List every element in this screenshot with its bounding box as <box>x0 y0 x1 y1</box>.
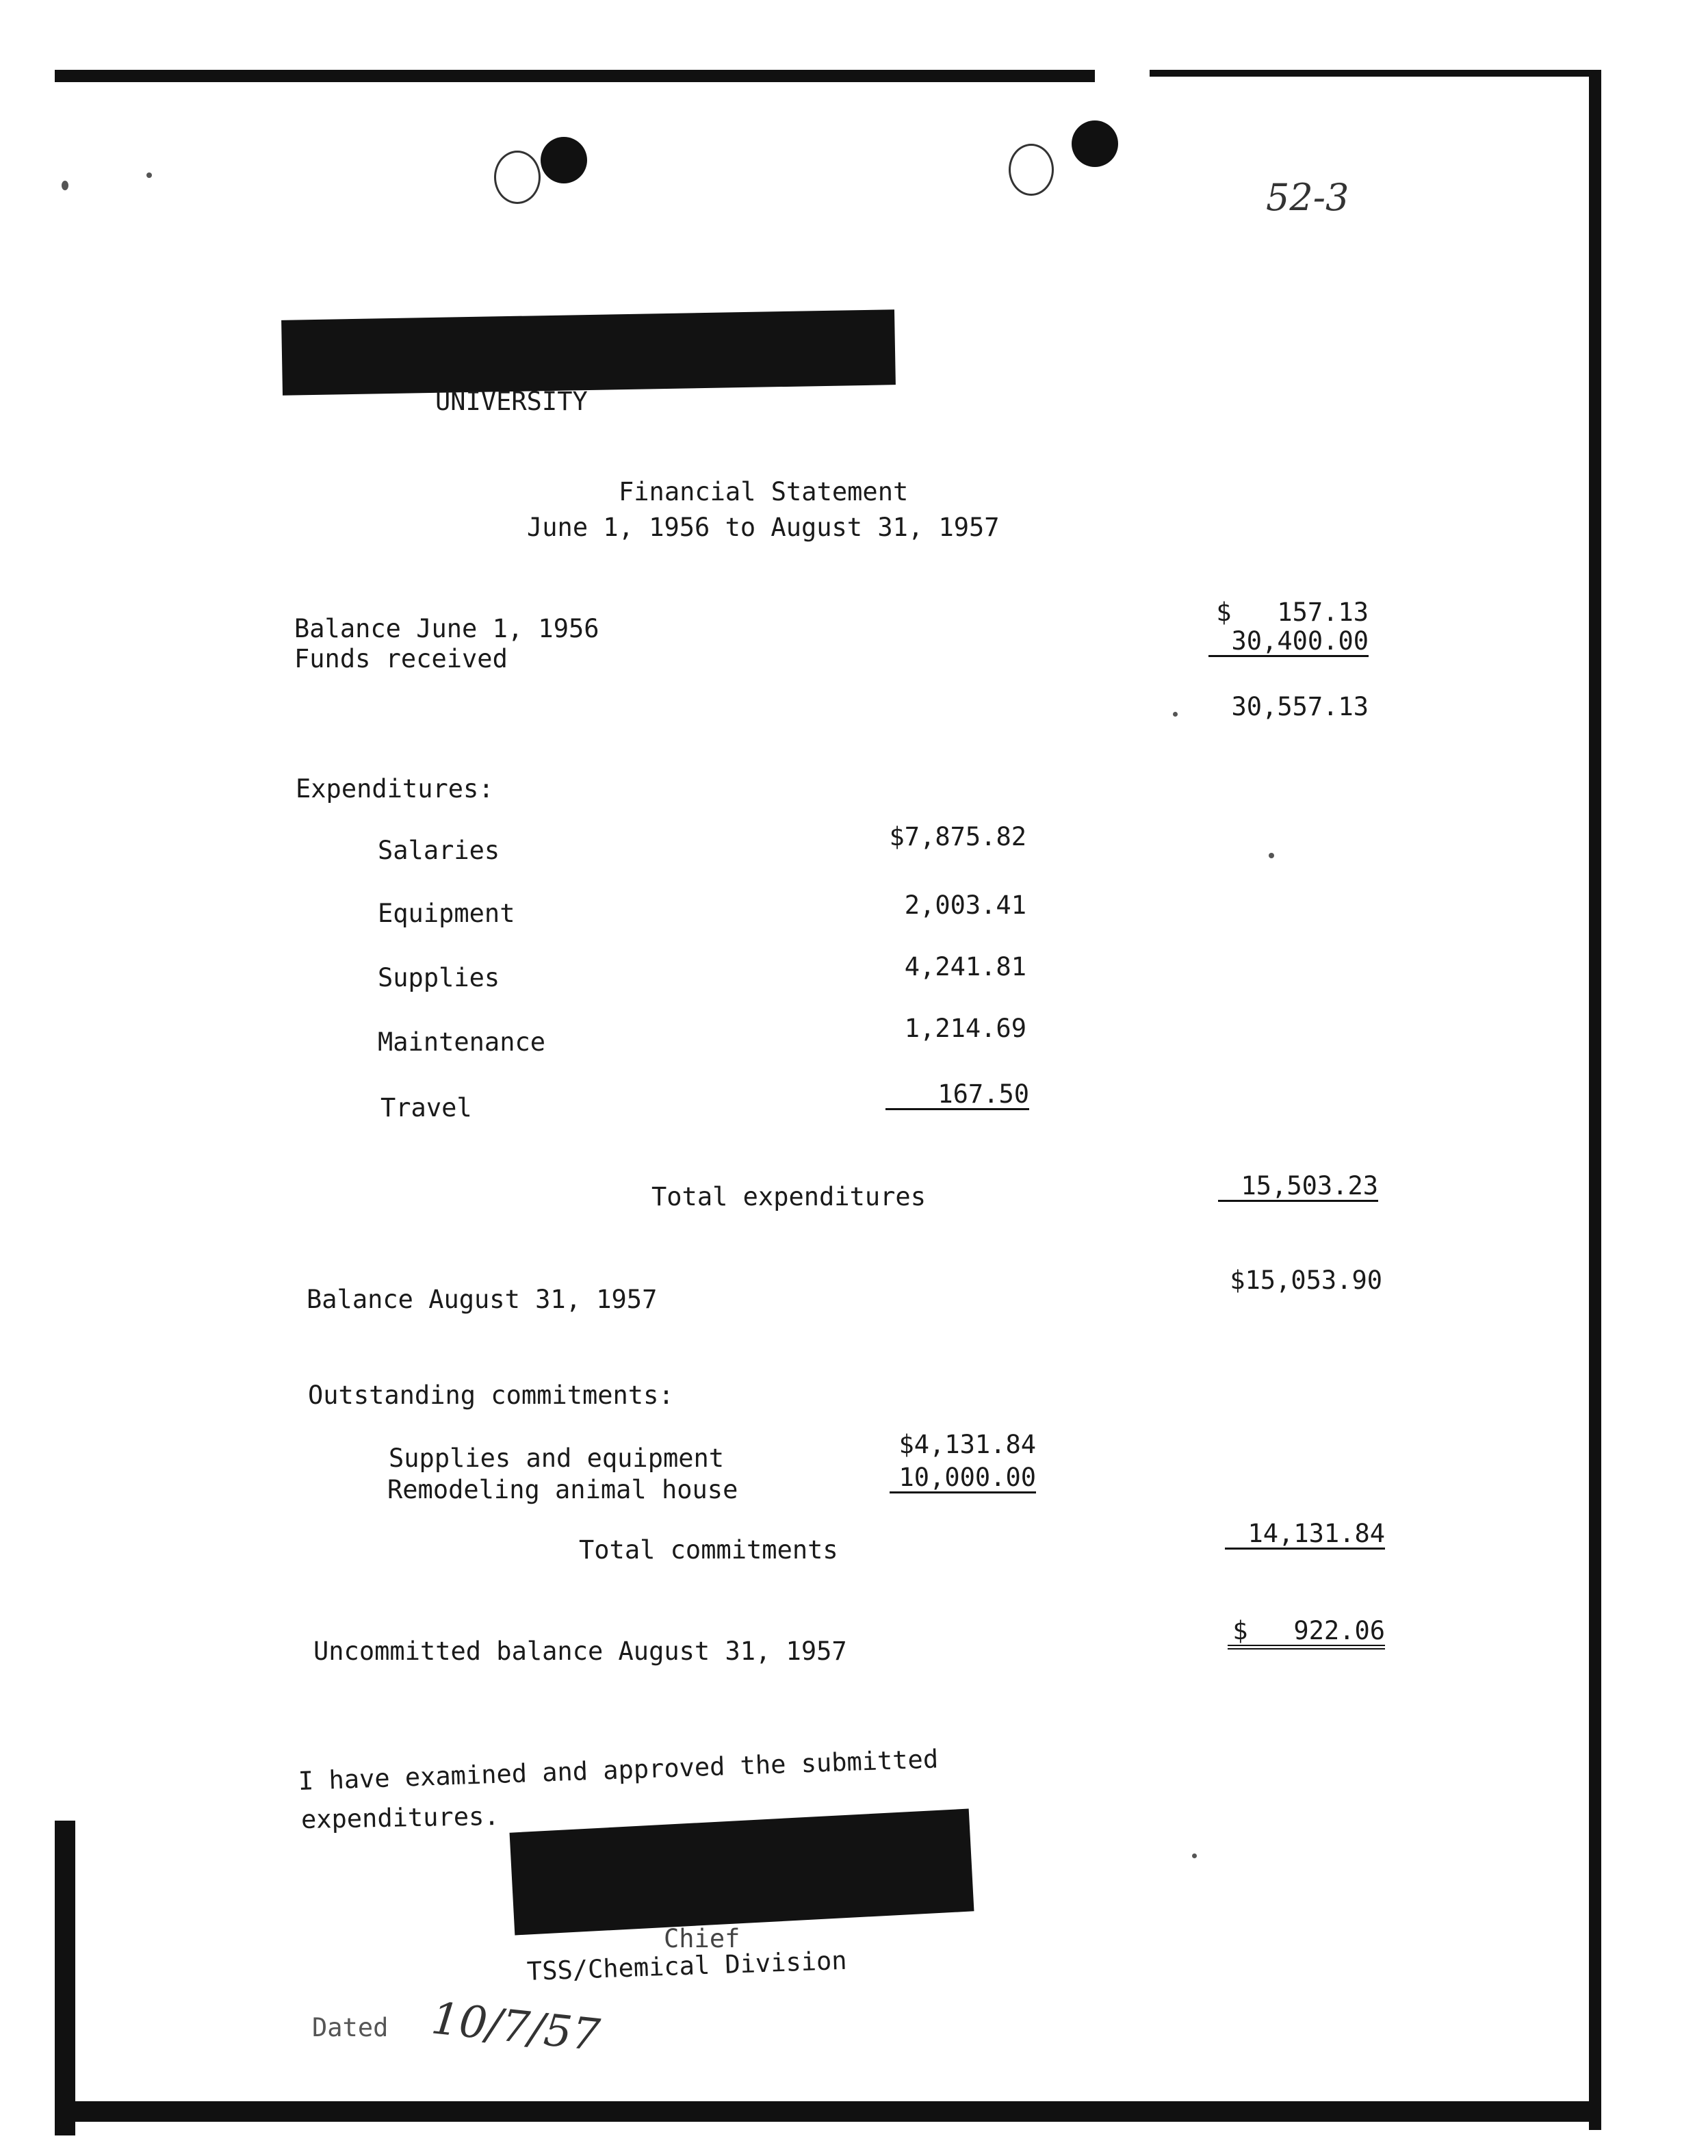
redaction-signature <box>510 1809 974 1936</box>
scan-speck <box>62 181 68 190</box>
balance-august-amount: $15,053.90 <box>1230 1266 1382 1295</box>
expenditure-label: Maintenance <box>378 1027 546 1057</box>
scan-speck <box>1269 853 1274 858</box>
commitment-amount: $4,131.84 <box>898 1430 1036 1459</box>
expenditure-amount: 167.50 <box>885 1081 1029 1110</box>
balance-june-amount: $ 157.13 <box>1216 598 1369 627</box>
commitment-amount: 10,000.00 <box>890 1465 1036 1493</box>
expenditure-amount: 2,003.41 <box>904 890 1026 920</box>
page-number-mark: 52-3 <box>1266 176 1349 219</box>
commitment-label: Supplies and equipment <box>389 1443 725 1473</box>
redaction-header <box>281 309 896 396</box>
expenditure-amount: 1,214.69 <box>904 1014 1026 1043</box>
expenditure-amount: 4,241.81 <box>904 952 1026 981</box>
balance-august-label: Balance August 31, 1957 <box>307 1285 658 1314</box>
funds-received-amount: 30,400.00 <box>1208 628 1369 657</box>
statement-title: Financial Statement <box>619 477 909 506</box>
total-expenditures-label: Total expenditures <box>651 1182 926 1211</box>
commitment-label: Remodeling animal house <box>387 1475 738 1504</box>
punch-hole-left-ring <box>494 151 541 204</box>
institution-name: UNIVERSITY <box>435 387 588 416</box>
right-border <box>1589 70 1601 2130</box>
signer-division: TSS/Chemical Division <box>526 1945 848 1986</box>
expenditure-amount: $7,875.82 <box>889 822 1026 851</box>
total-expenditures-amount: 15,503.23 <box>1218 1173 1378 1202</box>
total-commitments-label: Total commitments <box>579 1535 838 1565</box>
balance-june-label: Balance June 1, 1956 <box>294 614 599 643</box>
scan-speck <box>1173 712 1178 717</box>
bottom-border <box>55 2101 1601 2122</box>
expenditures-heading: Expenditures: <box>296 774 494 804</box>
expenditure-label: Supplies <box>378 963 500 992</box>
left-border <box>55 1821 75 2135</box>
total-commitments-amount: 14,131.84 <box>1225 1521 1385 1550</box>
uncommitted-label: Uncommitted balance August 31, 1957 <box>313 1637 847 1666</box>
approval-statement: I have examined and approved the submitted <box>298 1744 939 1796</box>
dated-label: Dated <box>312 2013 389 2042</box>
top-border <box>55 70 1095 82</box>
uncommitted-amount: $ 922.06 <box>1228 1618 1385 1650</box>
commitments-heading: Outstanding commitments: <box>308 1381 674 1410</box>
expenditure-label: Equipment <box>378 899 515 928</box>
funds-subtotal: 30,557.13 <box>1231 692 1369 721</box>
scan-speck <box>146 172 152 178</box>
punch-hole-right <box>1072 120 1118 167</box>
approval-statement-cont: expenditures. <box>300 1801 500 1834</box>
expenditure-label: Travel <box>380 1093 472 1122</box>
top-border-right <box>1150 70 1601 77</box>
punch-hole-left <box>541 137 587 183</box>
scan-speck <box>1192 1853 1197 1858</box>
dated-value: 10/7/57 <box>428 1993 602 2062</box>
signer-title: Chief <box>664 1924 740 1953</box>
statement-period: June 1, 1956 to August 31, 1957 <box>527 513 1000 542</box>
funds-received-label: Funds received <box>294 644 508 673</box>
expenditure-label: Salaries <box>378 836 500 865</box>
punch-hole-right-ring <box>1009 144 1054 196</box>
